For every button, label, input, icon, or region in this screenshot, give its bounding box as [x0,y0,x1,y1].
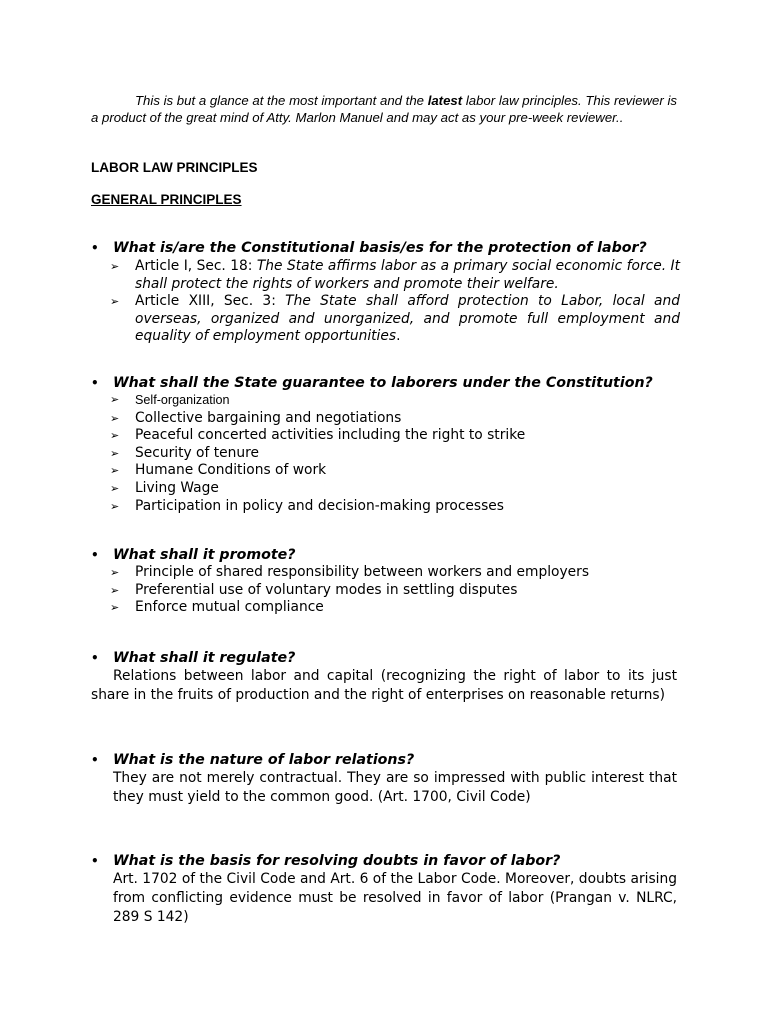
list-item [110,564,680,582]
arrow-bullet-icon: ➢ [110,260,120,273]
list-item [110,392,680,410]
intro-text-end: labor law principles. This reviewer is a product of the great mind of Atty. Marlon Manuel and may act as your pre-week reviewer.. [91,93,677,125]
arrow-bullet-icon: ➢ [110,429,120,443]
article-reference: Article I, Sec. 18: [135,258,257,274]
general-principles-heading: GENERAL PRINCIPLES [91,192,242,207]
list-item [110,258,680,293]
list-item [110,498,680,516]
question-constitutional-basis [91,239,691,257]
question-promote [91,546,691,564]
article-text: The State affirms labor as a primary social economic force. It shall protect the rights of workers and promote their welfare. [135,258,680,292]
arrow-bullet-icon: ➢ [110,481,120,495]
arrow-bullet-icon: ➢ [110,601,120,615]
list-item [110,462,680,480]
doubts-answer: Art. 1702 of the Civil Code and Art. 6 of the Labor Code. Moreover, doubts arising from conflicting evidence must be resolved in favor of labor (Prangan v. NLRC, 289 S 142) [113,871,677,925]
bullet-icon: • [91,548,99,562]
list-item-text: Preferential use of voluntary modes in settling disputes [135,581,518,598]
arrow-bullet-icon: ➢ [110,394,120,406]
constitutional-basis-list [110,258,680,346]
bullet-icon: • [91,753,99,767]
question-text: What is the basis for resolving doubts in favor of labor? [113,853,561,869]
article-text-end: . [396,328,401,345]
arrow-bullet-icon: ➢ [110,464,120,478]
bullet-icon: • [91,376,99,390]
list-item [110,410,680,428]
arrow-bullet-icon: ➢ [110,295,120,309]
arrow-bullet-icon: ➢ [110,411,120,425]
bullet-icon: • [91,241,99,255]
list-item [110,582,680,600]
intro-bold-word: latest [427,93,463,108]
question-text: What is/are the Constitutional basis/es for the protection of labor? [113,240,647,256]
list-item-text: Living Wage [135,479,219,496]
list-item [110,445,680,463]
list-item-text: Principle of shared responsibility between workers and employers [135,564,590,580]
list-item-text: Enforce mutual compliance [135,599,324,616]
arrow-bullet-icon: ➢ [110,499,120,513]
question-regulate [91,649,691,667]
question-text: What shall it regulate? [113,650,296,666]
list-item-text: Security of tenure [135,444,259,461]
main-heading: LABOR LAW PRINCIPLES [91,160,258,175]
article-reference: Article XIII, Sec. 3: [135,293,286,310]
guarantee-list [110,392,680,515]
arrow-bullet-icon: ➢ [110,566,120,579]
intro-paragraph [91,92,677,126]
arrow-bullet-icon: ➢ [110,583,120,597]
question-text: What is the nature of labor relations? [113,752,415,768]
list-item [110,293,680,346]
nature-answer: They are not merely contractual. They are so impressed with public interest that they must yield to the common good. (Art. 1700, Civil Code) [113,770,677,805]
list-item [110,599,680,617]
question-text: What shall the State guarantee to laborers under the Constitution? [113,375,653,391]
list-item [110,480,680,498]
list-item-text: Humane Conditions of work [135,462,327,479]
promote-list [110,564,680,617]
list-item-text: Participation in policy and decision-making processes [135,497,504,514]
list-item [110,427,680,445]
list-item-text: Collective bargaining and negotiations [135,409,402,426]
bullet-icon: • [91,854,99,868]
intro-text-start: This is but a glance at the most important and the [135,93,428,108]
question-nature [91,751,691,769]
question-state-guarantee [91,374,691,392]
list-item-text: Self-organization [135,393,230,407]
regulate-answer: Relations between labor and capital (recognizing the right of labor to its just share in the fruits of production and the right of enterprises on reasonable returns) [91,668,677,703]
article-text: The State shall afford protection to Labor, local and overseas, organized and unorganized, and promote full employment and equality of employment opportunities [135,293,680,345]
arrow-bullet-icon: ➢ [110,446,120,460]
bullet-icon: • [91,651,99,665]
list-item-text: Peaceful concerted activities including the right to strike [135,427,526,444]
question-doubts [91,852,691,870]
question-text: What shall it promote? [113,547,296,563]
